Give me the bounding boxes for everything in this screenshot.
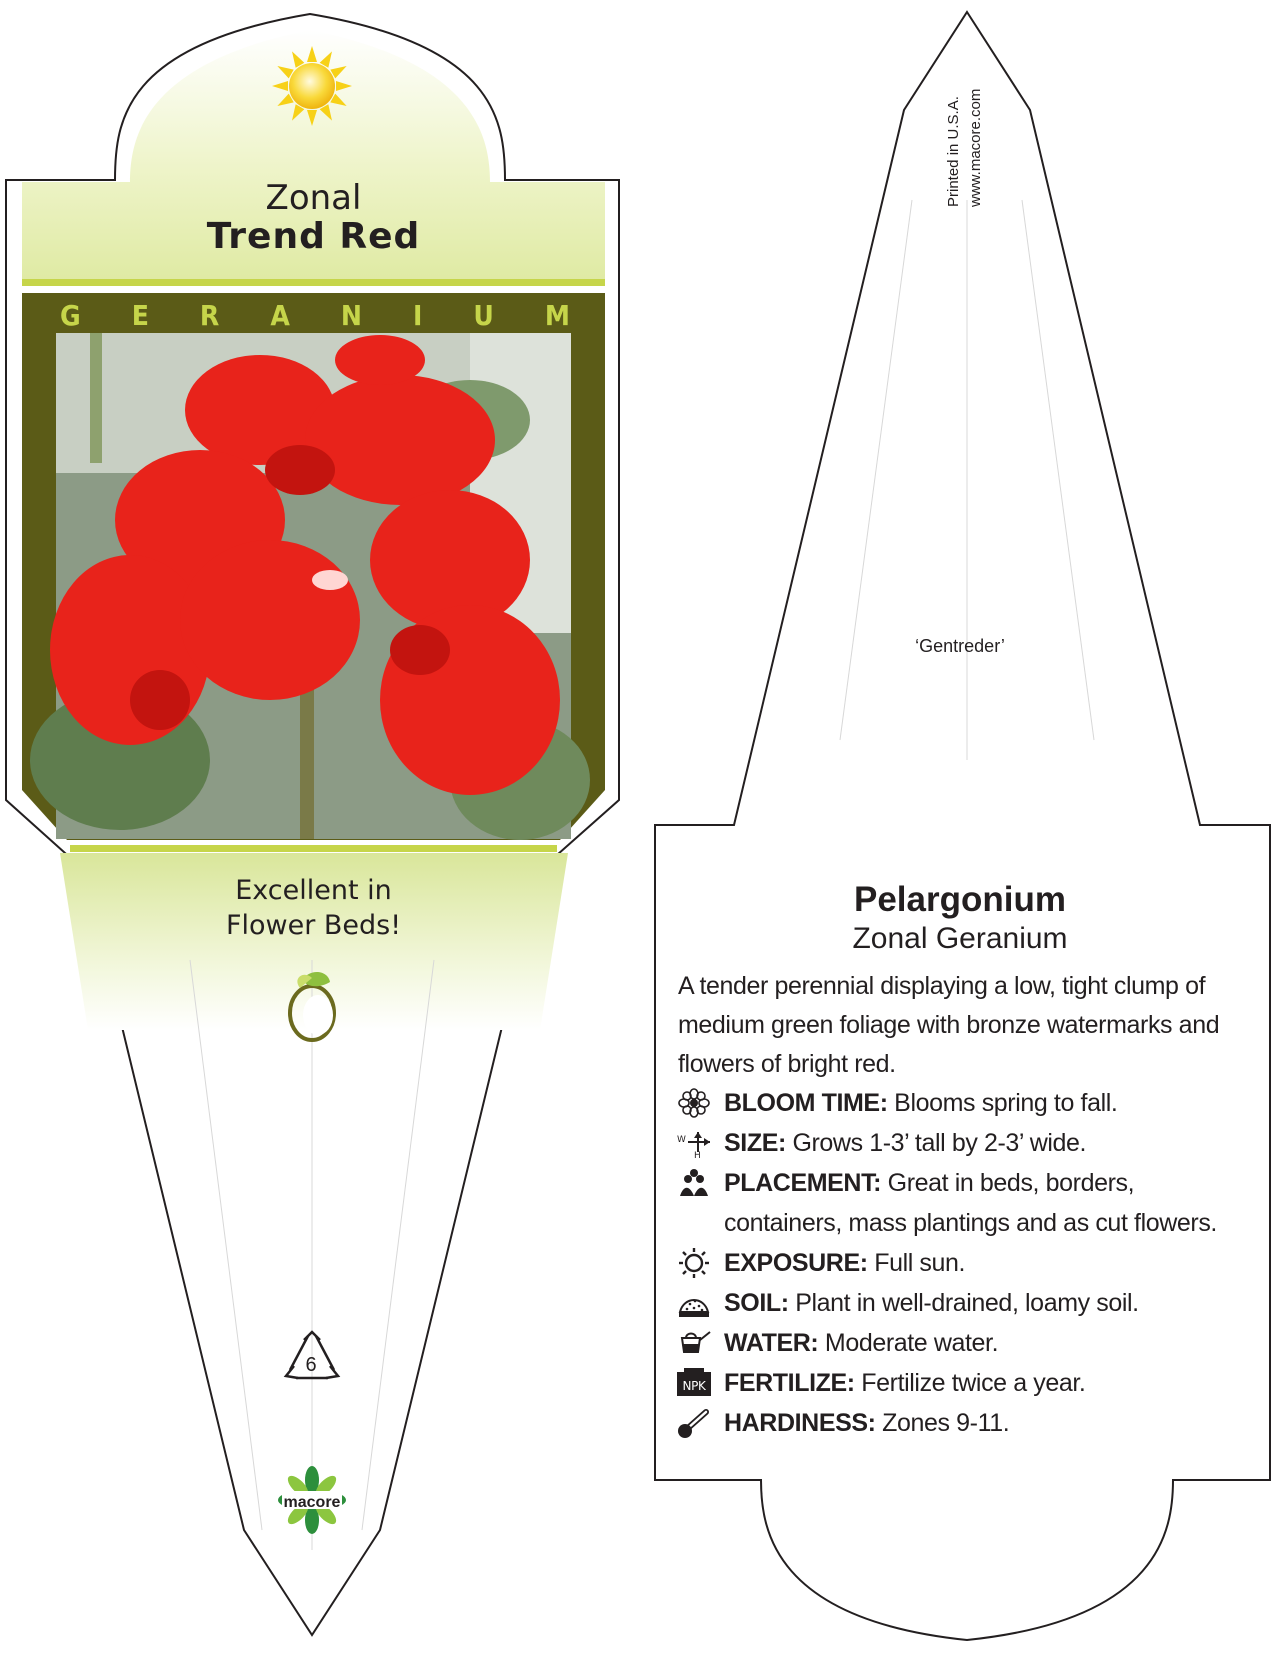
flower-icon xyxy=(676,1088,712,1118)
care-label: SOIL: xyxy=(724,1289,789,1317)
category-label xyxy=(60,299,570,332)
care-label: HARDINESS: xyxy=(724,1409,876,1437)
care-text: Moderate water. xyxy=(818,1329,999,1357)
category-letter: E xyxy=(131,299,149,332)
care-label: FERTILIZE: xyxy=(724,1369,855,1397)
care-item-bloom-time xyxy=(676,1083,1236,1123)
care-item-fertilize xyxy=(676,1363,1236,1403)
size-icon xyxy=(676,1128,712,1158)
cultivar-name: ‘Gentreder’ xyxy=(915,636,1005,656)
category-letter: U xyxy=(473,299,494,332)
size-w-label: W xyxy=(677,1135,686,1145)
printed-line1: Printed in U.S.A. xyxy=(945,96,962,207)
care-item-soil xyxy=(676,1283,1236,1323)
care-text: Blooms spring to fall. xyxy=(887,1089,1118,1117)
care-text: Zones 9-11. xyxy=(875,1409,1010,1437)
placement-icon xyxy=(676,1168,712,1198)
brand-name: macore xyxy=(283,1494,341,1511)
recycle-number: 6 xyxy=(305,1354,317,1376)
care-text: Full sun. xyxy=(867,1249,966,1277)
tagline-line2: Flower Beds! xyxy=(225,910,402,941)
sun-icon xyxy=(676,1248,712,1278)
watering-can-icon xyxy=(676,1328,712,1358)
care-item-water xyxy=(676,1323,1236,1363)
thermometer-icon xyxy=(676,1408,712,1438)
soil-icon xyxy=(676,1288,712,1318)
category-letter: N xyxy=(340,299,362,332)
npk-label: NPK xyxy=(682,1379,706,1393)
care-text: Fertilize twice a year. xyxy=(854,1369,1086,1397)
genus-name: Pelargonium xyxy=(854,880,1066,919)
category-letter: I xyxy=(412,299,423,332)
plant-description: A tender perennial displaying a low, tight clump of medium green foliage with bronze watermarks and flowers of bright red. xyxy=(678,972,1220,1078)
care-text: Plant in well-drained, loamy soil. xyxy=(788,1289,1139,1317)
npk-icon xyxy=(676,1368,712,1398)
care-item-size xyxy=(676,1123,1236,1163)
category-letter: M xyxy=(544,299,570,332)
category-letter: G xyxy=(60,299,81,332)
care-label: BLOOM TIME: xyxy=(724,1089,888,1117)
flower-photo xyxy=(30,333,590,840)
care-label: EXPOSURE: xyxy=(724,1249,868,1277)
printed-line2: www.macore.com xyxy=(967,88,984,207)
common-name: Zonal Geranium xyxy=(852,922,1068,955)
size-h-label: H xyxy=(694,1151,701,1158)
care-item-exposure xyxy=(676,1243,1236,1283)
care-label: WATER: xyxy=(724,1329,819,1357)
care-text: Grows 1-3’ tall by 2-3’ wide. xyxy=(785,1129,1087,1157)
tagline xyxy=(22,873,605,943)
care-list xyxy=(676,1083,1236,1443)
care-text: Great in beds, borders, containers, mass plantings and as cut flowers. xyxy=(724,1169,1217,1237)
category-letter: A xyxy=(270,299,290,332)
variety-name-line1: Zonal xyxy=(265,178,362,218)
care-label: PLACEMENT: xyxy=(724,1169,882,1197)
tagline-line1: Excellent in xyxy=(235,875,392,906)
care-item-placement xyxy=(676,1163,1236,1243)
category-letter: R xyxy=(199,299,220,332)
variety-name-line2: Trend Red xyxy=(206,216,421,257)
care-item-hardiness xyxy=(676,1403,1236,1443)
printed-note xyxy=(945,52,984,212)
care-label: SIZE: xyxy=(724,1129,786,1157)
